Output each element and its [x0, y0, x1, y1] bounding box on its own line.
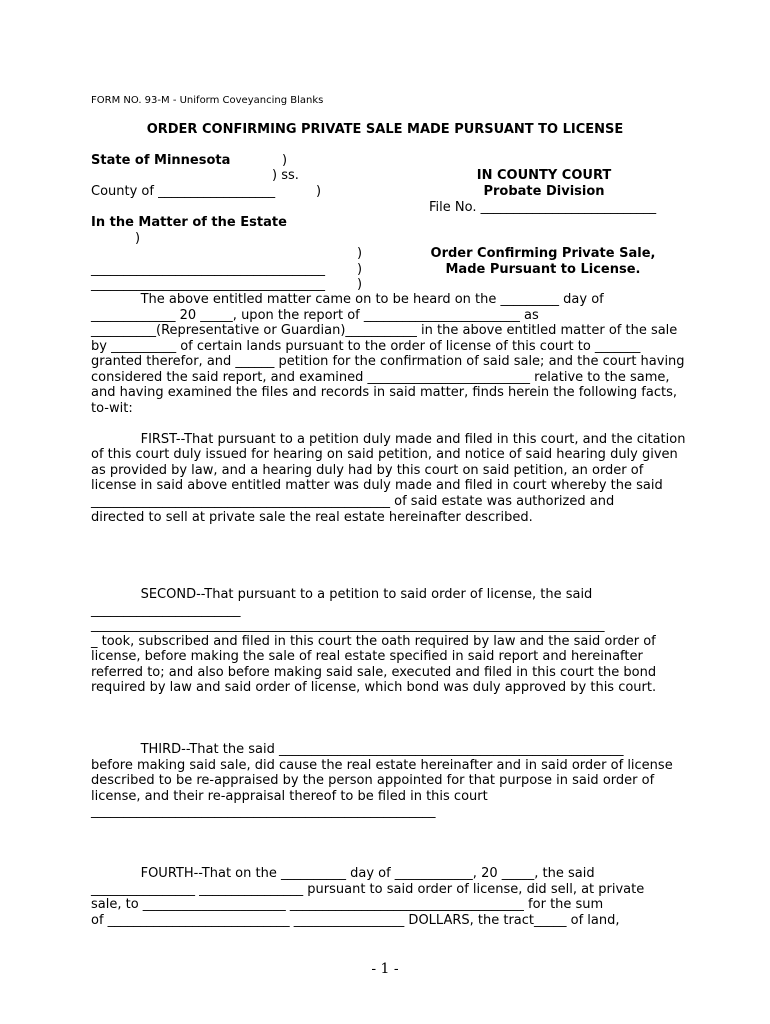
- order-title-line-2: Made Pursuant to License.: [445, 262, 641, 277]
- court-division: Probate Division: [483, 184, 605, 199]
- intro-line: to-wit:: [91, 401, 133, 416]
- estate-name-blank: ____________________________________: [91, 262, 325, 277]
- second-clause-line: _______________________________________________________________________________: [91, 618, 605, 633]
- intro-line: by __________ of certain lands pursuant to the order of license of this court to _______: [91, 339, 641, 354]
- first-clause-line: of this court duly issued for hearing on said petition, and notice of said hearing duly given: [91, 447, 678, 462]
- form-number: FORM NO. 93-M - Uniform Coveyancing Blanks: [91, 95, 324, 106]
- order-title-line-1: Order Confirming Private Sale,: [430, 246, 656, 261]
- fourth-clause-line: FOURTH--That on the __________ day of ____________, 20 _____, the said: [91, 866, 595, 881]
- intro-line: _____________ 20 _____, upon the report of ________________________ as: [91, 308, 539, 323]
- first-clause-line: FIRST--That pursuant to a petition duly made and filed in this court, and the citation: [91, 432, 686, 447]
- caption-paren: ): [357, 262, 363, 277]
- file-number: File No. ___________________________: [429, 200, 657, 215]
- caption-paren: ): [357, 277, 363, 292]
- first-clause-line: as provided by law, and a hearing duly had by this court on said petition, an order of: [91, 463, 644, 478]
- county-line: County of __________________: [91, 184, 276, 199]
- intro-line: __________(Representative or Guardian)___________ in the above entitled matter of the sale: [91, 323, 678, 338]
- caption-paren: ): [316, 184, 322, 199]
- state-label: State of Minnesota: [91, 153, 231, 168]
- intro-line: granted therefor, and ______ petition for the confirmation of said sale; and the court having: [91, 354, 685, 369]
- second-clause-line: _ took, subscribed and filed in this court the oath required by law and the said order of: [91, 634, 656, 649]
- first-clause-line: directed to sell at private sale the real estate hereinafter described.: [91, 510, 533, 525]
- caption-ss: ) ss.: [272, 168, 299, 183]
- second-clause-line: _______________________: [91, 603, 241, 618]
- document-title: ORDER CONFIRMING PRIVATE SALE MADE PURSUANT TO LICENSE: [146, 122, 624, 137]
- fourth-clause-line: ________________ ________________ pursuant to said order of license, did sell, at private: [91, 882, 645, 897]
- caption-paren: ): [135, 231, 141, 246]
- third-clause-line: license, and their re-appraisal thereof to be filed in this court: [91, 789, 488, 804]
- second-clause-line: license, before making the sale of real estate specified in said report and hereinafter: [91, 649, 643, 664]
- caption-paren: ): [357, 246, 363, 261]
- page-number: - 1 -: [371, 961, 399, 977]
- first-clause-line: ______________________________________________ of said estate was authorized and: [91, 494, 615, 509]
- court-name: IN COUNTY COURT: [476, 168, 612, 183]
- intro-line: The above entitled matter came on to be heard on the _________ day of: [91, 292, 604, 307]
- matter-heading: In the Matter of the Estate: [91, 215, 287, 230]
- intro-line: considered the said report, and examined _________________________ relative to the same,: [91, 370, 670, 385]
- estate-name-blank: ____________________________________: [91, 277, 325, 292]
- caption-paren: ): [282, 153, 288, 168]
- third-clause-line: _____________________________________________________: [91, 804, 436, 819]
- intro-line: and having examined the files and records in said matter, finds herein the following facts,: [91, 385, 677, 400]
- third-clause-line: before making said sale, did cause the real estate hereinafter and in said order of license: [91, 758, 673, 773]
- fourth-clause-line: sale, to ______________________ ____________________________________ for the sum: [91, 897, 604, 912]
- second-clause-line: SECOND--That pursuant to a petition to said order of license, the said: [91, 587, 593, 602]
- third-clause-line: THIRD--That the said _____________________________________________________: [91, 742, 624, 757]
- fourth-clause-line: of ____________________________ _________________ DOLLARS, the tract_____ of land,: [91, 913, 620, 928]
- first-clause-line: license in said above entitled matter was duly made and filed in court whereby the said: [91, 478, 663, 493]
- third-clause-line: described to be re-appraised by the person appointed for that purpose in said order of: [91, 773, 655, 788]
- second-clause-line: referred to; and also before making said sale, executed and filed in this court the bond: [91, 665, 657, 680]
- second-clause-line: required by law and said order of license, which bond was duly approved by this court.: [91, 680, 657, 695]
